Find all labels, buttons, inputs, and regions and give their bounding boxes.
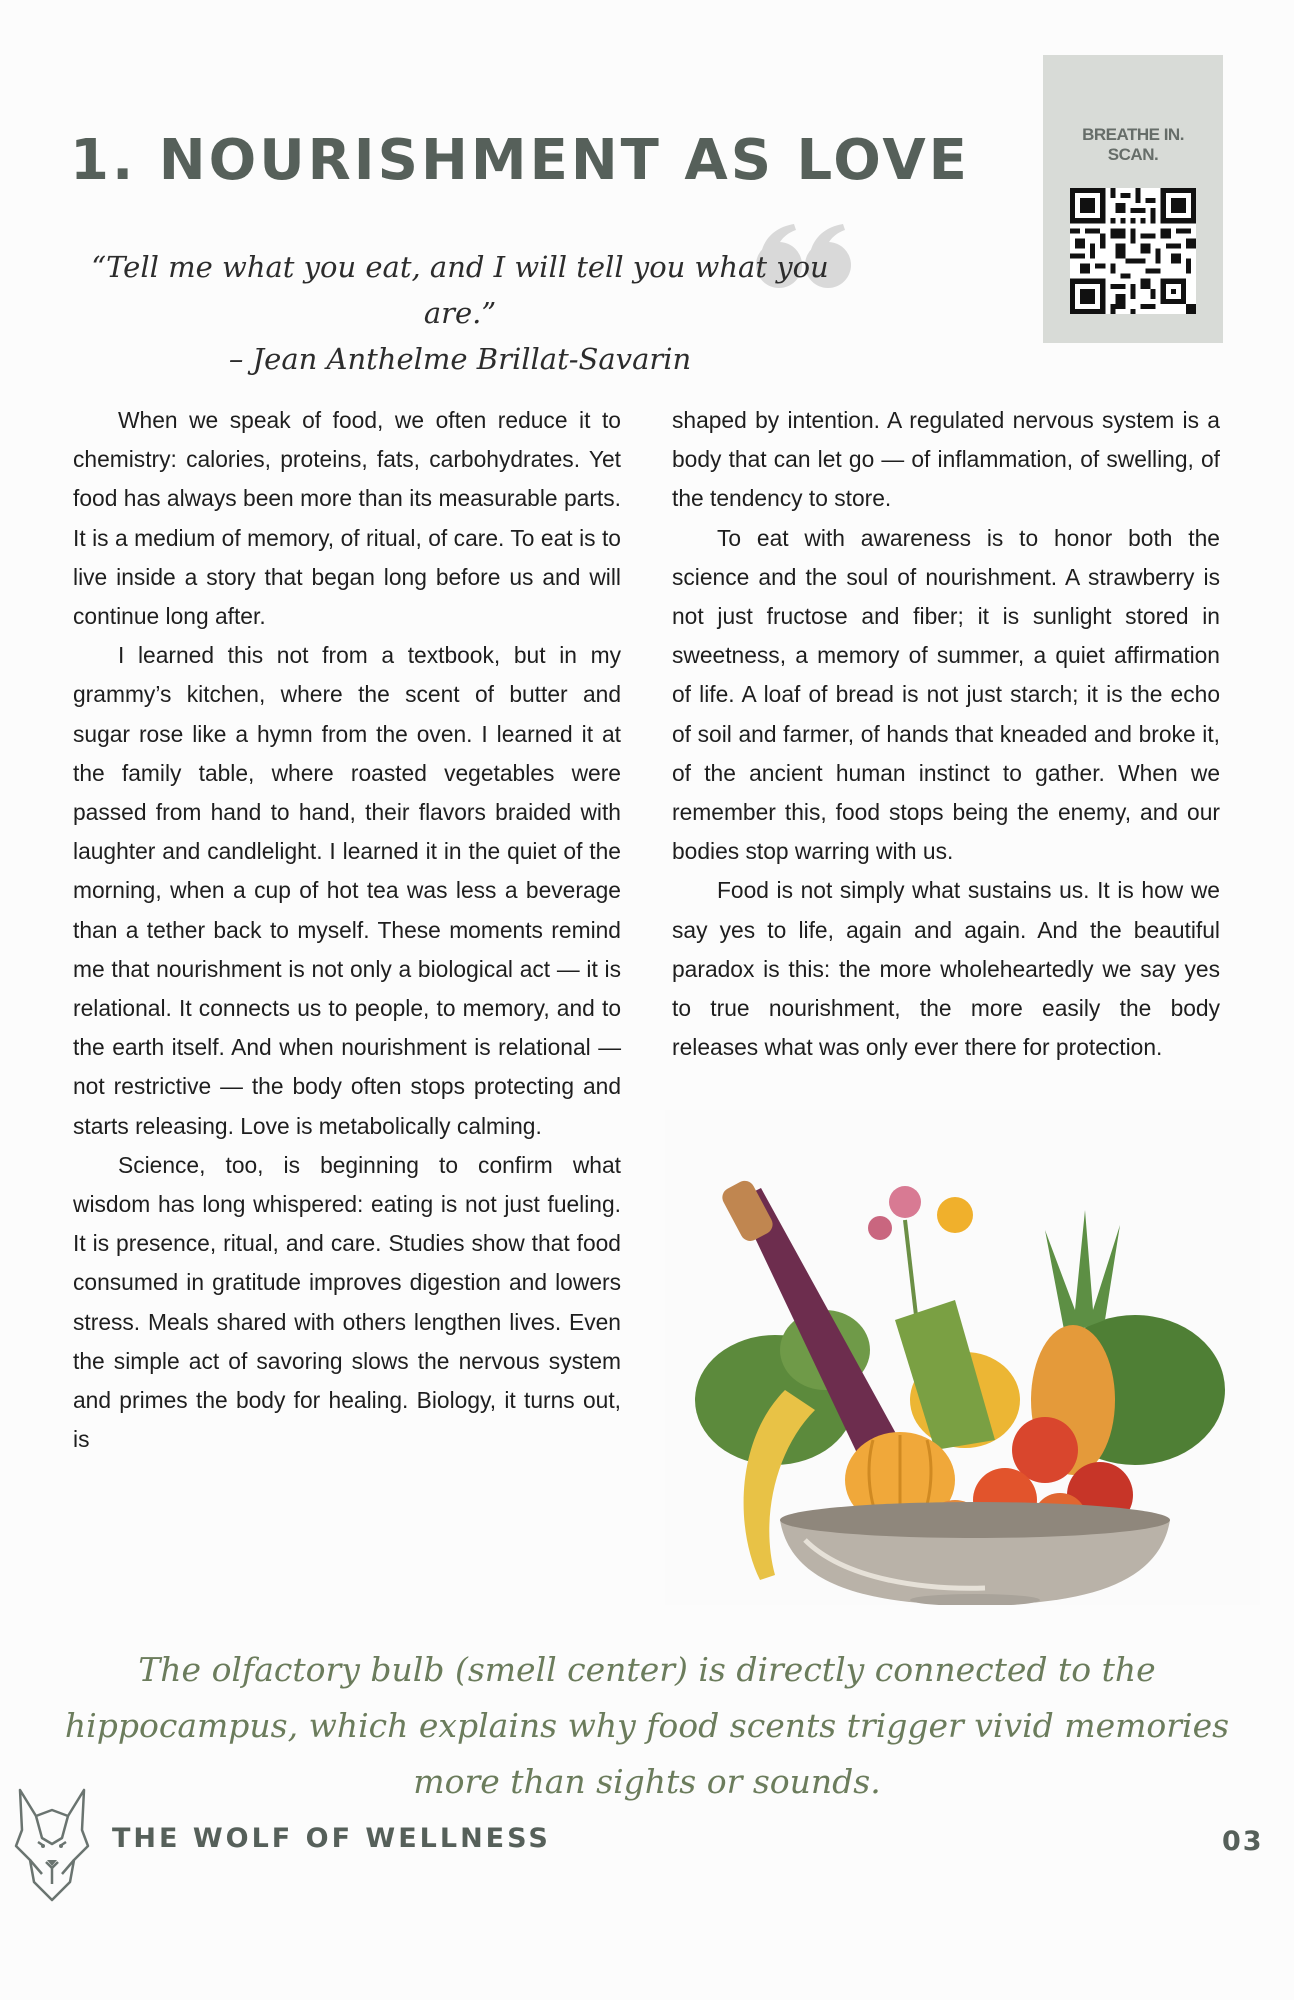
left-column	[73, 401, 621, 1459]
page-title: 1. NOURISHMENT AS LOVE	[70, 128, 970, 193]
wolf-logo-icon	[14, 1786, 90, 1904]
vegetable-bowl-illustration	[665, 1110, 1260, 1605]
paragraph: To eat with awareness is to honor both the science and the soul of nourishment. A strawberry is not just fructose and fiber; it is sunlight stored in sweetness, a memory of summer, a quiet affirmation of life. A loaf of bread is not just starch; it is the echo of soil and farmer, of hands that kneaded and broke it, of the ancient human instinct to gather. When we remember this, food stops being the enemy, and our bodies stop warring with us.	[672, 524, 1220, 865]
paragraph: When we speak of food, we often reduce it to chemistry: calories, proteins, fats, carbohydrates. Yet food has always been more than its measurable parts. It is a medium of memory, of ritual, of care. To eat is to live inside a story that began long before us and will continue long after.	[73, 407, 621, 630]
qr-label-line1: BREATHE IN.	[1082, 125, 1184, 144]
right-column	[672, 401, 1220, 1067]
brand-name: THE WOLF OF WELLNESS	[112, 1823, 551, 1854]
page-number: 03	[1222, 1826, 1264, 1857]
qr-code[interactable]	[1070, 188, 1196, 314]
paragraph: shaped by intention. A regulated nervous system is a body that can let go — of inflammation, of swelling, of the tendency to store.	[672, 407, 1220, 512]
quote-text: “Tell me what you eat, and I will tell you what you are.”	[91, 250, 829, 330]
qr-label-line2: SCAN.	[1107, 145, 1159, 164]
paragraph: I learned this not from a textbook, but in my grammy’s kitchen, where the scent of butter and sugar rose like a hymn from the oven. I learned it at the family table, where roasted vegetables were passed from hand to hand, their flavors braided with laughter and candlelight. I learned it in the quiet of the morning, when a cup of hot tea was less a beverage than a tether back to myself. These moments remind me that nourishment is not only a biological act — it is relational. It connects us to people, to memory, and to the earth itself. And when nourishment is relational — not restrictive — the body often stops protecting and starts releasing. Love is metabolically calming.	[73, 642, 621, 1139]
fun-fact: The olfactory bulb (smell center) is directly connected to the hippocampus, which explains why food scents trigger vivid memories more than sights or sounds.	[64, 1650, 1230, 1801]
paragraph: Food is not simply what sustains us. It is how we say yes to life, again and again. And the beautiful paradox is this: the more wholeheartedly we say yes to true nourishment, the more easily the body releases what was only ever there for protection.	[672, 877, 1220, 1061]
qr-label	[1043, 125, 1223, 165]
quote-attribution: – Jean Anthelme Brillat-Savarin	[228, 342, 692, 376]
epigraph-quote	[90, 244, 830, 382]
paragraph: Science, too, is beginning to confirm what wisdom has long whispered: eating is not just fueling. It is presence, ritual, and care. Studies show that food consumed in gratitude improves digestion and lowers stress. Meals shared with others lengthen lives. Even the simple act of savoring slows the nervous system and primes the body for healing. Biology, it turns out, is	[73, 1151, 621, 1453]
qr-panel	[1043, 55, 1223, 343]
